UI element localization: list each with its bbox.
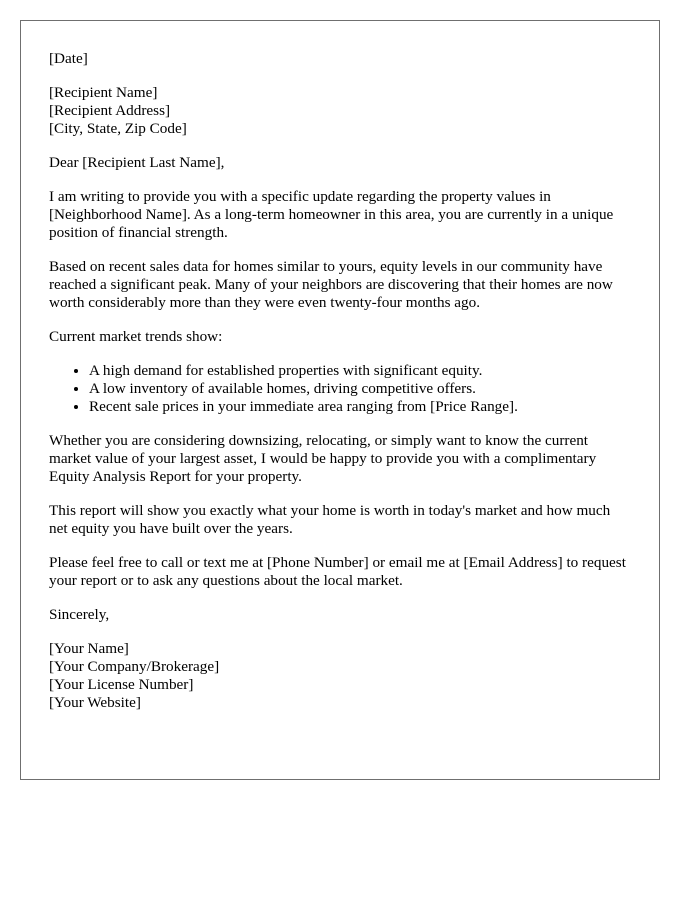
recipient-name: [Recipient Name] — [49, 84, 158, 101]
list-item: • Recent sale prices in your immediate area ranging from [Price Range]. — [89, 398, 631, 416]
recipient-address: [Recipient Address] — [49, 102, 171, 119]
salutation: Dear [Recipient Last Name], — [49, 154, 225, 171]
intro-paragraph: I am writing to provide you with a specific update regarding the property values in [Neighborhood Name]. As a long-term homeowner in this area, you are currently in a unique position of financial strength. — [49, 188, 614, 241]
trends-heading: Current market trends show: — [49, 328, 223, 345]
offer-paragraph: Whether you are considering downsizing, relocating, or simply want to know the current market value of your largest asset, I would be happy to provide you with a complimentary Equity Analysis Report for your property. — [49, 432, 597, 485]
list-item: • A high demand for established properties with significant equity. — [89, 362, 631, 380]
contact-paragraph: Please feel free to call or text me at [Phone Number] or email me at [Email Address] to request your report or to ask any questions about the local market. — [49, 554, 626, 589]
equity-paragraph: Based on recent sales data for homes similar to yours, equity levels in our community have reached a significant peak. Many of your neighbors are discovering that their homes are now worth considerably more than they were even twenty-four months ago. — [49, 258, 613, 311]
sender-website: [Your Website] — [49, 694, 141, 711]
sender-name: [Your Name] — [49, 640, 129, 657]
letter-page — [20, 20, 660, 780]
recipient-address-block — [49, 84, 631, 138]
list-item: • A low inventory of available homes, driving competitive offers. — [89, 380, 631, 398]
sender-license: [Your License Number] — [49, 676, 194, 693]
recipient-city-state-zip: [City, State, Zip Code] — [49, 120, 187, 137]
report-paragraph: This report will show you exactly what your home is worth in today's market and how much net equity you have built over the years. — [49, 502, 611, 537]
sender-signature-block — [49, 640, 631, 712]
signoff: Sincerely, — [49, 606, 110, 623]
market-trends-list — [49, 362, 631, 416]
letter-date: [Date] — [49, 50, 88, 67]
sender-company: [Your Company/Brokerage] — [49, 658, 220, 675]
